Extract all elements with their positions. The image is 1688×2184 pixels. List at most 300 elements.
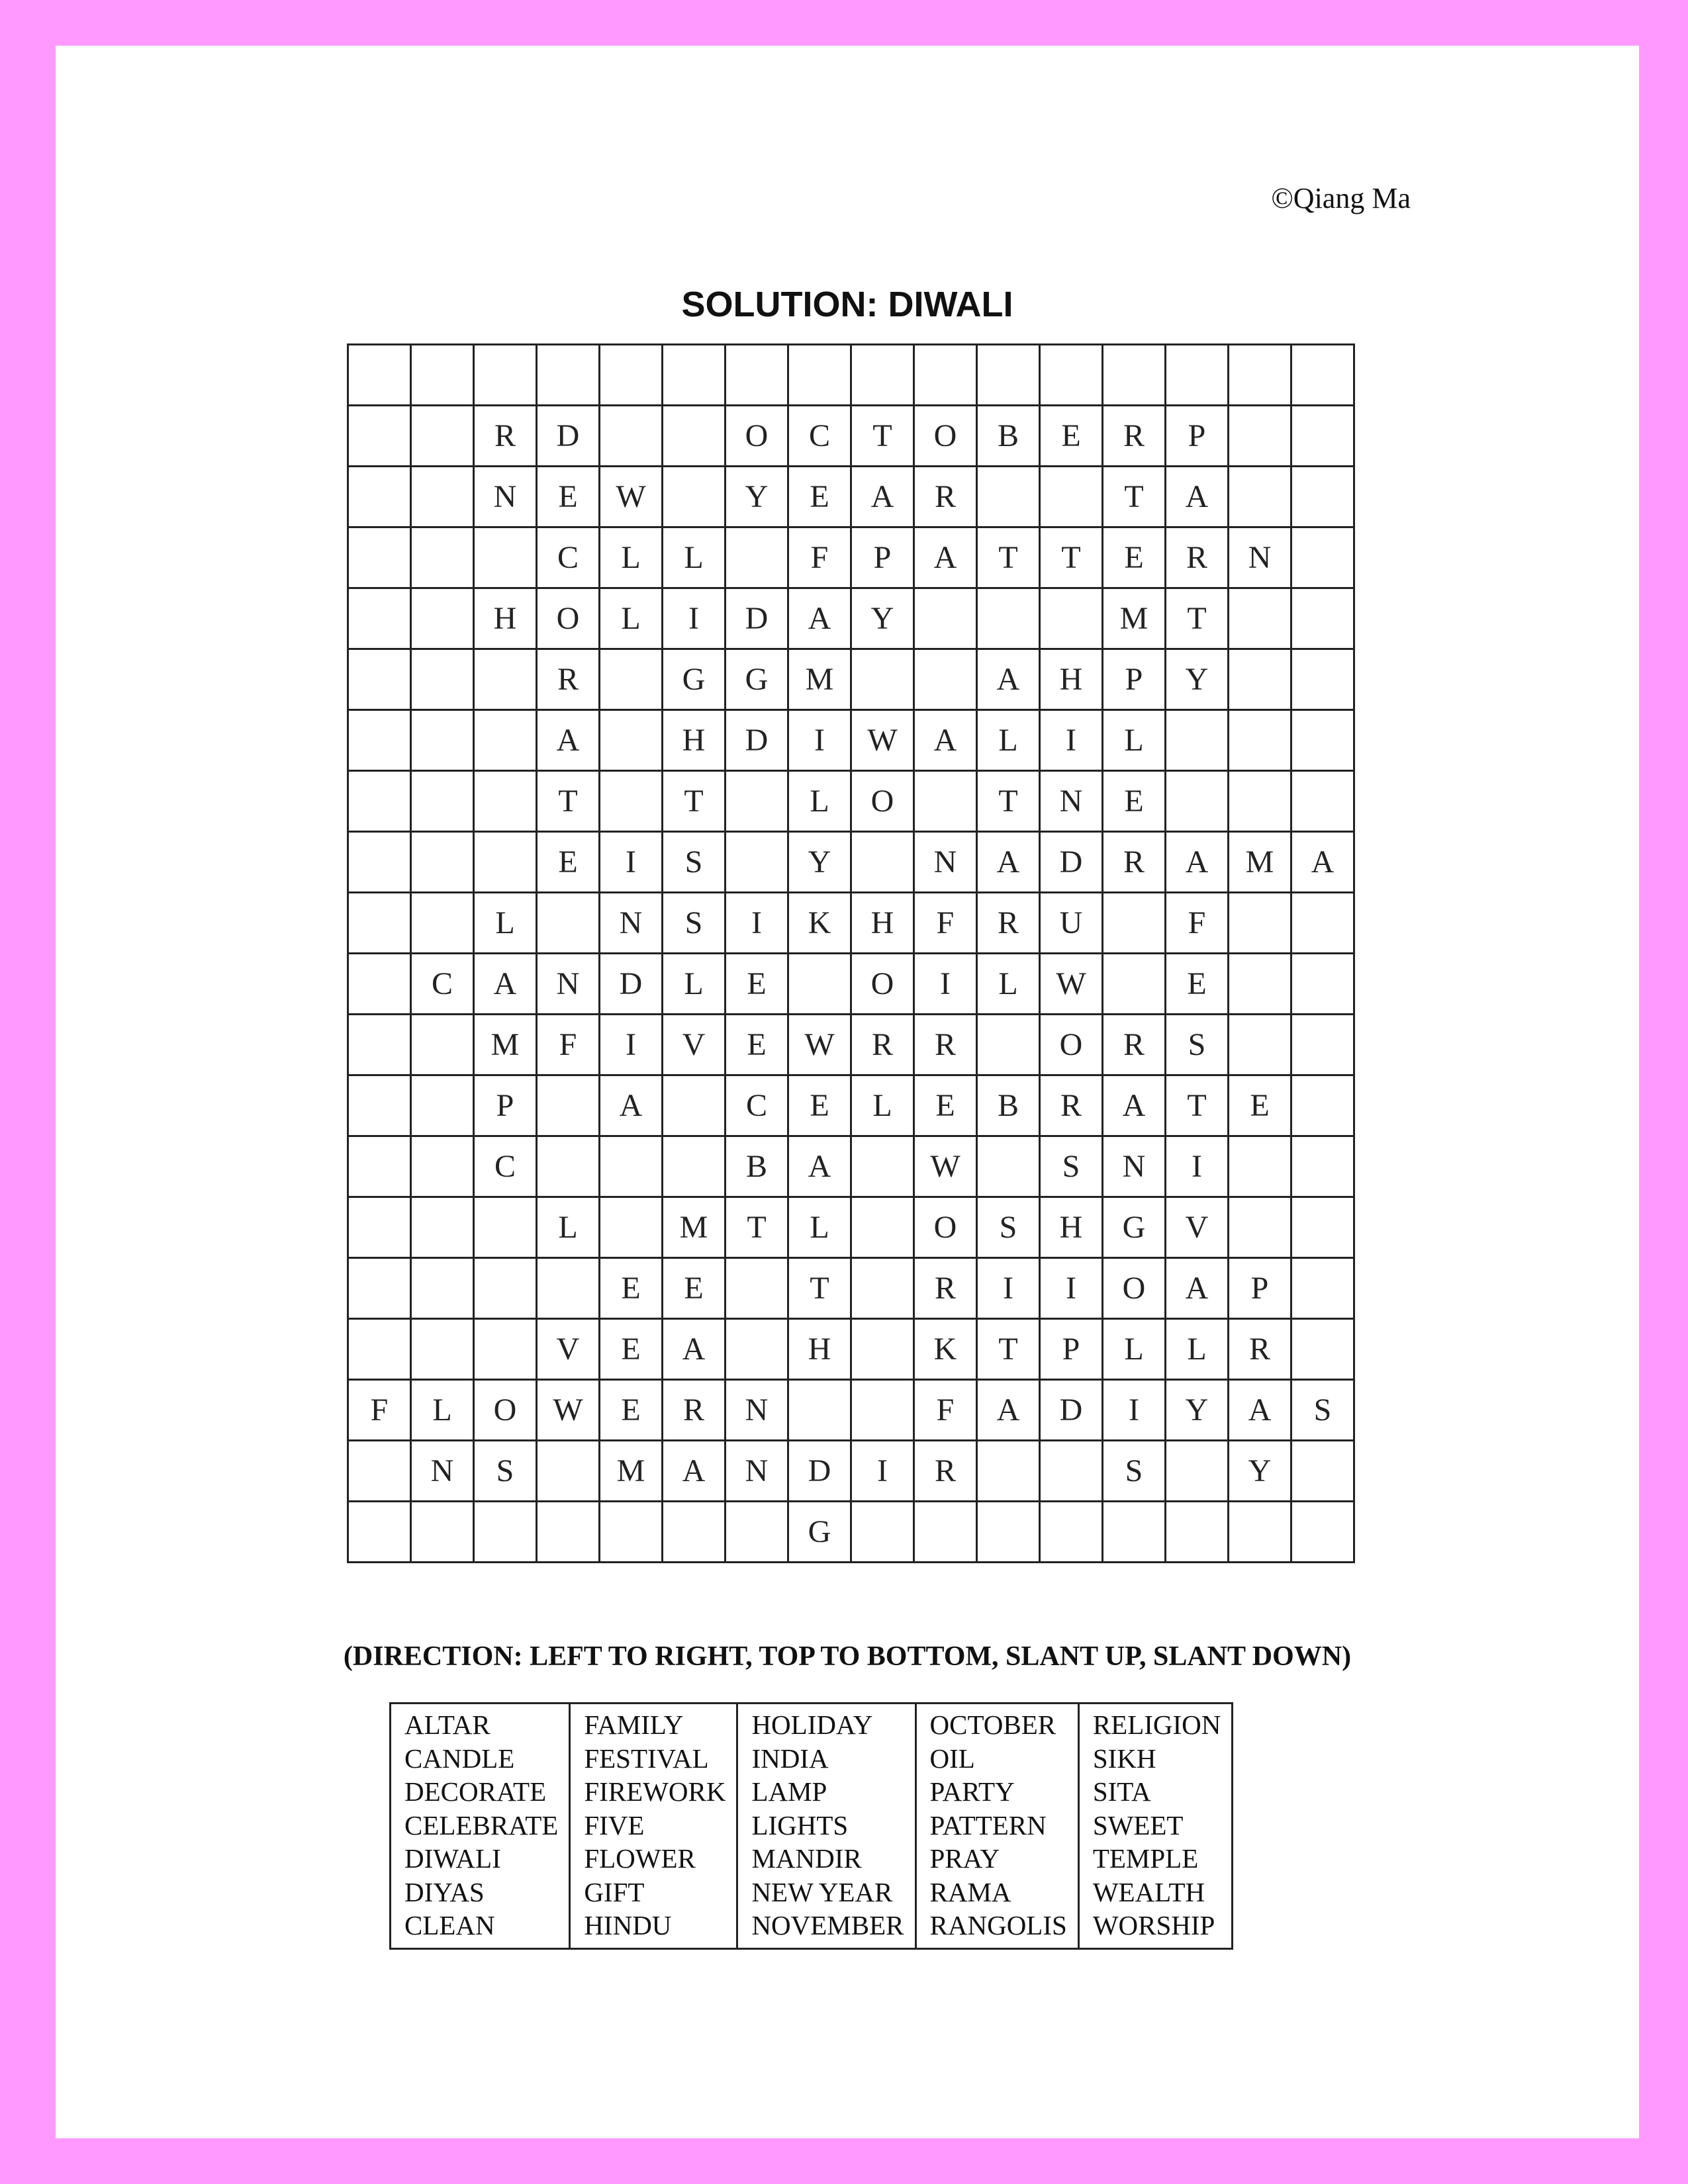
grid-cell <box>411 1502 474 1563</box>
grid-cell <box>914 649 977 710</box>
grid-cell <box>1291 345 1354 406</box>
grid-cell <box>411 467 474 527</box>
grid-cell: H <box>788 1319 851 1380</box>
grid-cell <box>600 1502 663 1563</box>
grid-cell <box>1229 710 1291 771</box>
word-bank-word: FIVE <box>584 1809 645 1841</box>
grid-cell: N <box>726 1441 788 1502</box>
grid-cell: M <box>474 1015 537 1075</box>
grid-cell: D <box>1040 832 1103 893</box>
grid-cell <box>1166 1441 1229 1502</box>
grid-cell <box>600 1136 663 1197</box>
grid-cell: I <box>600 1015 663 1075</box>
grid-cell: T <box>977 1319 1040 1380</box>
grid-cell <box>977 1015 1040 1075</box>
grid-cell: L <box>788 1197 851 1258</box>
grid-cell <box>1291 406 1354 467</box>
grid-cell: R <box>977 893 1040 954</box>
word-bank-word: LIGHTS <box>751 1809 849 1841</box>
grid-cell <box>348 1441 411 1502</box>
grid-cell <box>537 345 600 406</box>
grid-cell: Y <box>1229 1441 1291 1502</box>
grid-cell <box>600 710 663 771</box>
grid-cell: C <box>474 1136 537 1197</box>
grid-cell <box>1229 467 1291 527</box>
grid-cell: A <box>914 527 977 588</box>
grid-cell: L <box>663 527 726 588</box>
grid-cell: W <box>1040 954 1103 1015</box>
grid-cell <box>474 832 537 893</box>
grid-cell <box>851 1502 914 1563</box>
grid-cell <box>474 771 537 832</box>
grid-cell: A <box>977 832 1040 893</box>
grid-cell: A <box>537 710 600 771</box>
grid-cell: M <box>1229 832 1291 893</box>
grid-cell: N <box>474 467 537 527</box>
grid-cell <box>1291 1136 1354 1197</box>
grid-cell: L <box>600 527 663 588</box>
grid-cell <box>1291 1015 1354 1075</box>
grid-cell: Y <box>1166 649 1229 710</box>
grid-cell: C <box>537 527 600 588</box>
grid-cell <box>474 1319 537 1380</box>
grid-cell <box>474 1258 537 1319</box>
grid-row <box>348 832 1354 893</box>
grid-cell: R <box>914 1441 977 1502</box>
grid-cell <box>537 1136 600 1197</box>
grid-cell <box>348 710 411 771</box>
grid-row <box>348 467 1354 527</box>
grid-cell <box>663 1502 726 1563</box>
grid-cell <box>851 649 914 710</box>
word-bank-word: CANDLE <box>404 1743 515 1774</box>
word-bank-word: DIWALI <box>404 1843 501 1874</box>
grid-cell <box>348 954 411 1015</box>
grid-cell <box>977 467 1040 527</box>
grid-cell <box>348 588 411 649</box>
grid-cell: S <box>663 832 726 893</box>
word-bank-column <box>391 1704 570 1949</box>
grid-cell: I <box>1040 710 1103 771</box>
grid-cell <box>348 1197 411 1258</box>
grid-cell: F <box>348 1380 411 1441</box>
grid-cell: A <box>914 710 977 771</box>
grid-row <box>348 406 1354 467</box>
grid-cell: Y <box>1166 1380 1229 1441</box>
grid-cell: C <box>411 954 474 1015</box>
grid-cell: U <box>1040 893 1103 954</box>
grid-cell <box>1291 1197 1354 1258</box>
grid-cell: H <box>1040 1197 1103 1258</box>
grid-cell <box>726 832 788 893</box>
grid-cell <box>1291 893 1354 954</box>
grid-cell: I <box>1166 1136 1229 1197</box>
grid-cell: E <box>537 467 600 527</box>
grid-cell <box>411 1258 474 1319</box>
grid-cell <box>1229 1197 1291 1258</box>
word-bank-row <box>391 1704 1233 1949</box>
grid-cell <box>348 771 411 832</box>
grid-cell <box>474 1502 537 1563</box>
grid-cell: B <box>977 1075 1040 1136</box>
grid-cell: E <box>726 1015 788 1075</box>
grid-cell: P <box>1103 649 1166 710</box>
word-bank-word: LAMP <box>751 1776 827 1807</box>
grid-cell: E <box>1103 527 1166 588</box>
word-bank-word: INDIA <box>751 1743 829 1774</box>
grid-cell: I <box>1103 1380 1166 1441</box>
grid-cell: P <box>1229 1258 1291 1319</box>
copyright-notice: ©Qiang Ma <box>1271 182 1411 214</box>
grid-cell: H <box>663 710 726 771</box>
grid-cell: G <box>1103 1197 1166 1258</box>
grid-cell <box>1291 710 1354 771</box>
grid-cell: P <box>1040 1319 1103 1380</box>
grid-cell: G <box>663 649 726 710</box>
word-bank-word: OCTOBER <box>929 1709 1056 1740</box>
grid-cell: A <box>1103 1075 1166 1136</box>
grid-cell <box>851 345 914 406</box>
grid-cell <box>1229 1015 1291 1075</box>
grid-row <box>348 954 1354 1015</box>
grid-cell <box>1229 1502 1291 1563</box>
grid-cell: L <box>474 893 537 954</box>
grid-cell: N <box>1040 771 1103 832</box>
word-bank-column <box>737 1704 915 1949</box>
grid-cell: S <box>474 1441 537 1502</box>
grid-cell: V <box>663 1015 726 1075</box>
grid-cell: I <box>600 832 663 893</box>
grid-cell: O <box>474 1380 537 1441</box>
grid-cell: M <box>600 1441 663 1502</box>
grid-row <box>348 710 1354 771</box>
grid-cell: P <box>474 1075 537 1136</box>
grid-cell: O <box>851 771 914 832</box>
grid-cell: O <box>851 954 914 1015</box>
grid-cell: E <box>726 954 788 1015</box>
grid-cell <box>1229 345 1291 406</box>
grid-cell: S <box>1291 1380 1354 1441</box>
grid-row <box>348 1136 1354 1197</box>
word-bank-word: WORSHIP <box>1092 1910 1215 1940</box>
grid-cell <box>411 527 474 588</box>
grid-cell: R <box>1040 1075 1103 1136</box>
grid-cell: A <box>788 588 851 649</box>
grid-cell <box>1040 467 1103 527</box>
word-bank-word: PARTY <box>929 1776 1015 1807</box>
grid-cell: H <box>851 893 914 954</box>
grid-cell: Y <box>788 832 851 893</box>
grid-cell: T <box>1103 467 1166 527</box>
grid-cell <box>1103 345 1166 406</box>
grid-cell: I <box>914 954 977 1015</box>
grid-cell: R <box>1103 406 1166 467</box>
grid-cell <box>663 467 726 527</box>
grid-row <box>348 1319 1354 1380</box>
grid-cell: L <box>977 954 1040 1015</box>
grid-cell <box>1291 1258 1354 1319</box>
grid-cell: F <box>914 893 977 954</box>
grid-cell <box>851 1136 914 1197</box>
word-bank-word: FLOWER <box>584 1843 696 1874</box>
grid-cell <box>851 1197 914 1258</box>
grid-row <box>348 771 1354 832</box>
grid-cell <box>348 1258 411 1319</box>
word-bank-word: GIFT <box>584 1876 645 1907</box>
grid-cell <box>1040 588 1103 649</box>
grid-cell <box>537 1502 600 1563</box>
grid-cell: O <box>726 406 788 467</box>
grid-cell: R <box>851 1015 914 1075</box>
grid-row <box>348 1015 1354 1075</box>
word-bank-word: HOLIDAY <box>751 1709 873 1740</box>
grid-cell <box>348 406 411 467</box>
grid-cell <box>348 1319 411 1380</box>
grid-cell: F <box>1166 893 1229 954</box>
grid-cell: A <box>663 1441 726 1502</box>
grid-cell <box>348 649 411 710</box>
grid-cell <box>411 1136 474 1197</box>
grid-cell <box>348 527 411 588</box>
grid-cell <box>977 1136 1040 1197</box>
grid-cell <box>537 1441 600 1502</box>
word-bank-word: RANGOLIS <box>929 1910 1067 1940</box>
grid-cell <box>1291 527 1354 588</box>
word-bank-column <box>570 1704 737 1949</box>
word-bank-word: DIYAS <box>404 1876 485 1907</box>
grid-cell: E <box>600 1319 663 1380</box>
grid-row <box>348 649 1354 710</box>
grid-cell <box>788 345 851 406</box>
grid-cell <box>411 771 474 832</box>
grid-cell: E <box>914 1075 977 1136</box>
grid-cell <box>348 1075 411 1136</box>
grid-cell: L <box>1103 710 1166 771</box>
grid-cell: A <box>1229 1380 1291 1441</box>
grid-cell: N <box>1229 527 1291 588</box>
grid-cell: S <box>1103 1441 1166 1502</box>
grid-cell: T <box>1166 588 1229 649</box>
grid-cell <box>1229 649 1291 710</box>
grid-cell: A <box>600 1075 663 1136</box>
grid-cell <box>914 1502 977 1563</box>
grid-cell <box>1040 1502 1103 1563</box>
grid-cell: H <box>1040 649 1103 710</box>
grid-cell <box>411 1075 474 1136</box>
grid-cell <box>1229 588 1291 649</box>
grid-cell: F <box>914 1380 977 1441</box>
grid-cell: W <box>537 1380 600 1441</box>
word-bank-word: OIL <box>929 1743 975 1774</box>
word-bank-word: CLEAN <box>404 1910 495 1940</box>
grid-cell: A <box>1166 1258 1229 1319</box>
grid-cell: I <box>788 710 851 771</box>
grid-cell: R <box>914 1258 977 1319</box>
word-bank-column <box>1078 1704 1233 1949</box>
grid-cell <box>1103 1502 1166 1563</box>
grid-row <box>348 1258 1354 1319</box>
grid-cell: D <box>788 1441 851 1502</box>
word-bank-word: PATTERN <box>929 1809 1047 1841</box>
grid-cell: A <box>1166 467 1229 527</box>
grid-cell <box>788 1380 851 1441</box>
grid-cell: N <box>726 1380 788 1441</box>
grid-cell: M <box>788 649 851 710</box>
grid-cell: N <box>411 1441 474 1502</box>
worksheet-page <box>56 46 1639 2138</box>
word-bank-word: DECORATE <box>404 1776 547 1807</box>
word-search-grid <box>347 343 1355 1563</box>
grid-cell <box>474 710 537 771</box>
grid-cell: Y <box>726 467 788 527</box>
grid-cell <box>411 345 474 406</box>
grid-cell: K <box>788 893 851 954</box>
grid-cell <box>348 1015 411 1075</box>
grid-cell: D <box>726 710 788 771</box>
grid-cell: B <box>726 1136 788 1197</box>
grid-cell: M <box>1103 588 1166 649</box>
grid-cell: O <box>914 1197 977 1258</box>
word-bank-word: NEW YEAR <box>751 1876 893 1907</box>
grid-cell <box>1291 588 1354 649</box>
grid-row <box>348 1441 1354 1502</box>
grid-cell: W <box>914 1136 977 1197</box>
word-bank-word: CELEBRATE <box>404 1809 559 1841</box>
grid-cell: W <box>600 467 663 527</box>
grid-cell <box>1229 954 1291 1015</box>
grid-row <box>348 1075 1354 1136</box>
grid-cell: W <box>788 1015 851 1075</box>
grid-cell <box>1166 345 1229 406</box>
grid-cell: L <box>537 1197 600 1258</box>
word-bank-word: PRAY <box>929 1843 1000 1874</box>
word-bank-word: FAMILY <box>584 1709 684 1740</box>
grid-cell <box>411 832 474 893</box>
grid-cell: E <box>600 1258 663 1319</box>
grid-cell: D <box>600 954 663 1015</box>
grid-cell <box>411 406 474 467</box>
grid-cell: H <box>474 588 537 649</box>
grid-cell <box>1103 954 1166 1015</box>
grid-cell <box>1229 406 1291 467</box>
grid-cell <box>914 588 977 649</box>
grid-cell: T <box>1166 1075 1229 1136</box>
grid-cell <box>1103 893 1166 954</box>
grid-cell <box>977 345 1040 406</box>
word-bank-column <box>915 1704 1078 1949</box>
grid-row <box>348 588 1354 649</box>
grid-cell <box>663 406 726 467</box>
grid-cell: P <box>851 527 914 588</box>
grid-cell: L <box>788 771 851 832</box>
grid-cell: E <box>1040 406 1103 467</box>
grid-cell: I <box>726 893 788 954</box>
grid-cell <box>1291 1075 1354 1136</box>
word-bank-word: WEALTH <box>1092 1876 1205 1907</box>
grid-cell: I <box>663 588 726 649</box>
grid-cell: S <box>977 1197 1040 1258</box>
grid-cell <box>663 345 726 406</box>
grid-cell: D <box>1040 1380 1103 1441</box>
grid-cell: E <box>788 1075 851 1136</box>
grid-cell: S <box>1040 1136 1103 1197</box>
grid-cell: A <box>663 1319 726 1380</box>
grid-cell <box>1229 1136 1291 1197</box>
grid-cell <box>1040 345 1103 406</box>
grid-cell <box>1291 1502 1354 1563</box>
grid-cell <box>1166 710 1229 771</box>
grid-cell: C <box>726 1075 788 1136</box>
grid-cell <box>726 1319 788 1380</box>
grid-cell: T <box>788 1258 851 1319</box>
word-bank-word: FESTIVAL <box>584 1743 709 1774</box>
grid-cell <box>1166 771 1229 832</box>
grid-cell: O <box>1103 1258 1166 1319</box>
grid-cell: A <box>851 467 914 527</box>
grid-cell <box>977 588 1040 649</box>
grid-cell <box>537 1258 600 1319</box>
grid-cell <box>474 345 537 406</box>
grid-cell: A <box>788 1136 851 1197</box>
grid-cell: T <box>726 1197 788 1258</box>
grid-cell: G <box>788 1502 851 1563</box>
grid-cell <box>474 527 537 588</box>
grid-cell: S <box>1166 1015 1229 1075</box>
grid-cell <box>411 588 474 649</box>
page-title: SOLUTION: DIWALI <box>681 285 1013 324</box>
grid-cell: R <box>663 1380 726 1441</box>
grid-cell <box>1291 954 1354 1015</box>
grid-cell: E <box>788 467 851 527</box>
grid-cell <box>851 1258 914 1319</box>
grid-cell <box>726 1258 788 1319</box>
grid-cell: R <box>474 406 537 467</box>
grid-cell: R <box>914 1015 977 1075</box>
grid-cell: R <box>537 649 600 710</box>
grid-cell: O <box>1040 1015 1103 1075</box>
grid-cell: L <box>663 954 726 1015</box>
grid-cell <box>914 771 977 832</box>
grid-cell: R <box>1103 1015 1166 1075</box>
grid-cell: L <box>1103 1319 1166 1380</box>
grid-cell: F <box>537 1015 600 1075</box>
grid-cell <box>411 1319 474 1380</box>
grid-cell: R <box>1166 527 1229 588</box>
grid-cell <box>411 1197 474 1258</box>
grid-cell: E <box>1166 954 1229 1015</box>
word-bank-word: TEMPLE <box>1092 1843 1199 1874</box>
grid-cell <box>726 527 788 588</box>
grid-cell: N <box>1103 1136 1166 1197</box>
word-bank-word: ALTAR <box>404 1709 491 1740</box>
grid-cell <box>537 1075 600 1136</box>
grid-cell <box>977 1502 1040 1563</box>
grid-cell <box>851 1319 914 1380</box>
grid-cell: L <box>411 1380 474 1441</box>
grid-cell: O <box>537 588 600 649</box>
grid-row <box>348 1502 1354 1563</box>
grid-cell <box>788 954 851 1015</box>
grid-cell: K <box>914 1319 977 1380</box>
word-bank-word: RELIGION <box>1092 1709 1221 1740</box>
word-bank-word: SITA <box>1092 1776 1151 1807</box>
grid-cell: T <box>1040 527 1103 588</box>
grid-cell <box>1166 1502 1229 1563</box>
grid-cell: E <box>537 832 600 893</box>
grid-cell: R <box>1103 832 1166 893</box>
grid-cell <box>1040 1441 1103 1502</box>
grid-cell: I <box>1040 1258 1103 1319</box>
